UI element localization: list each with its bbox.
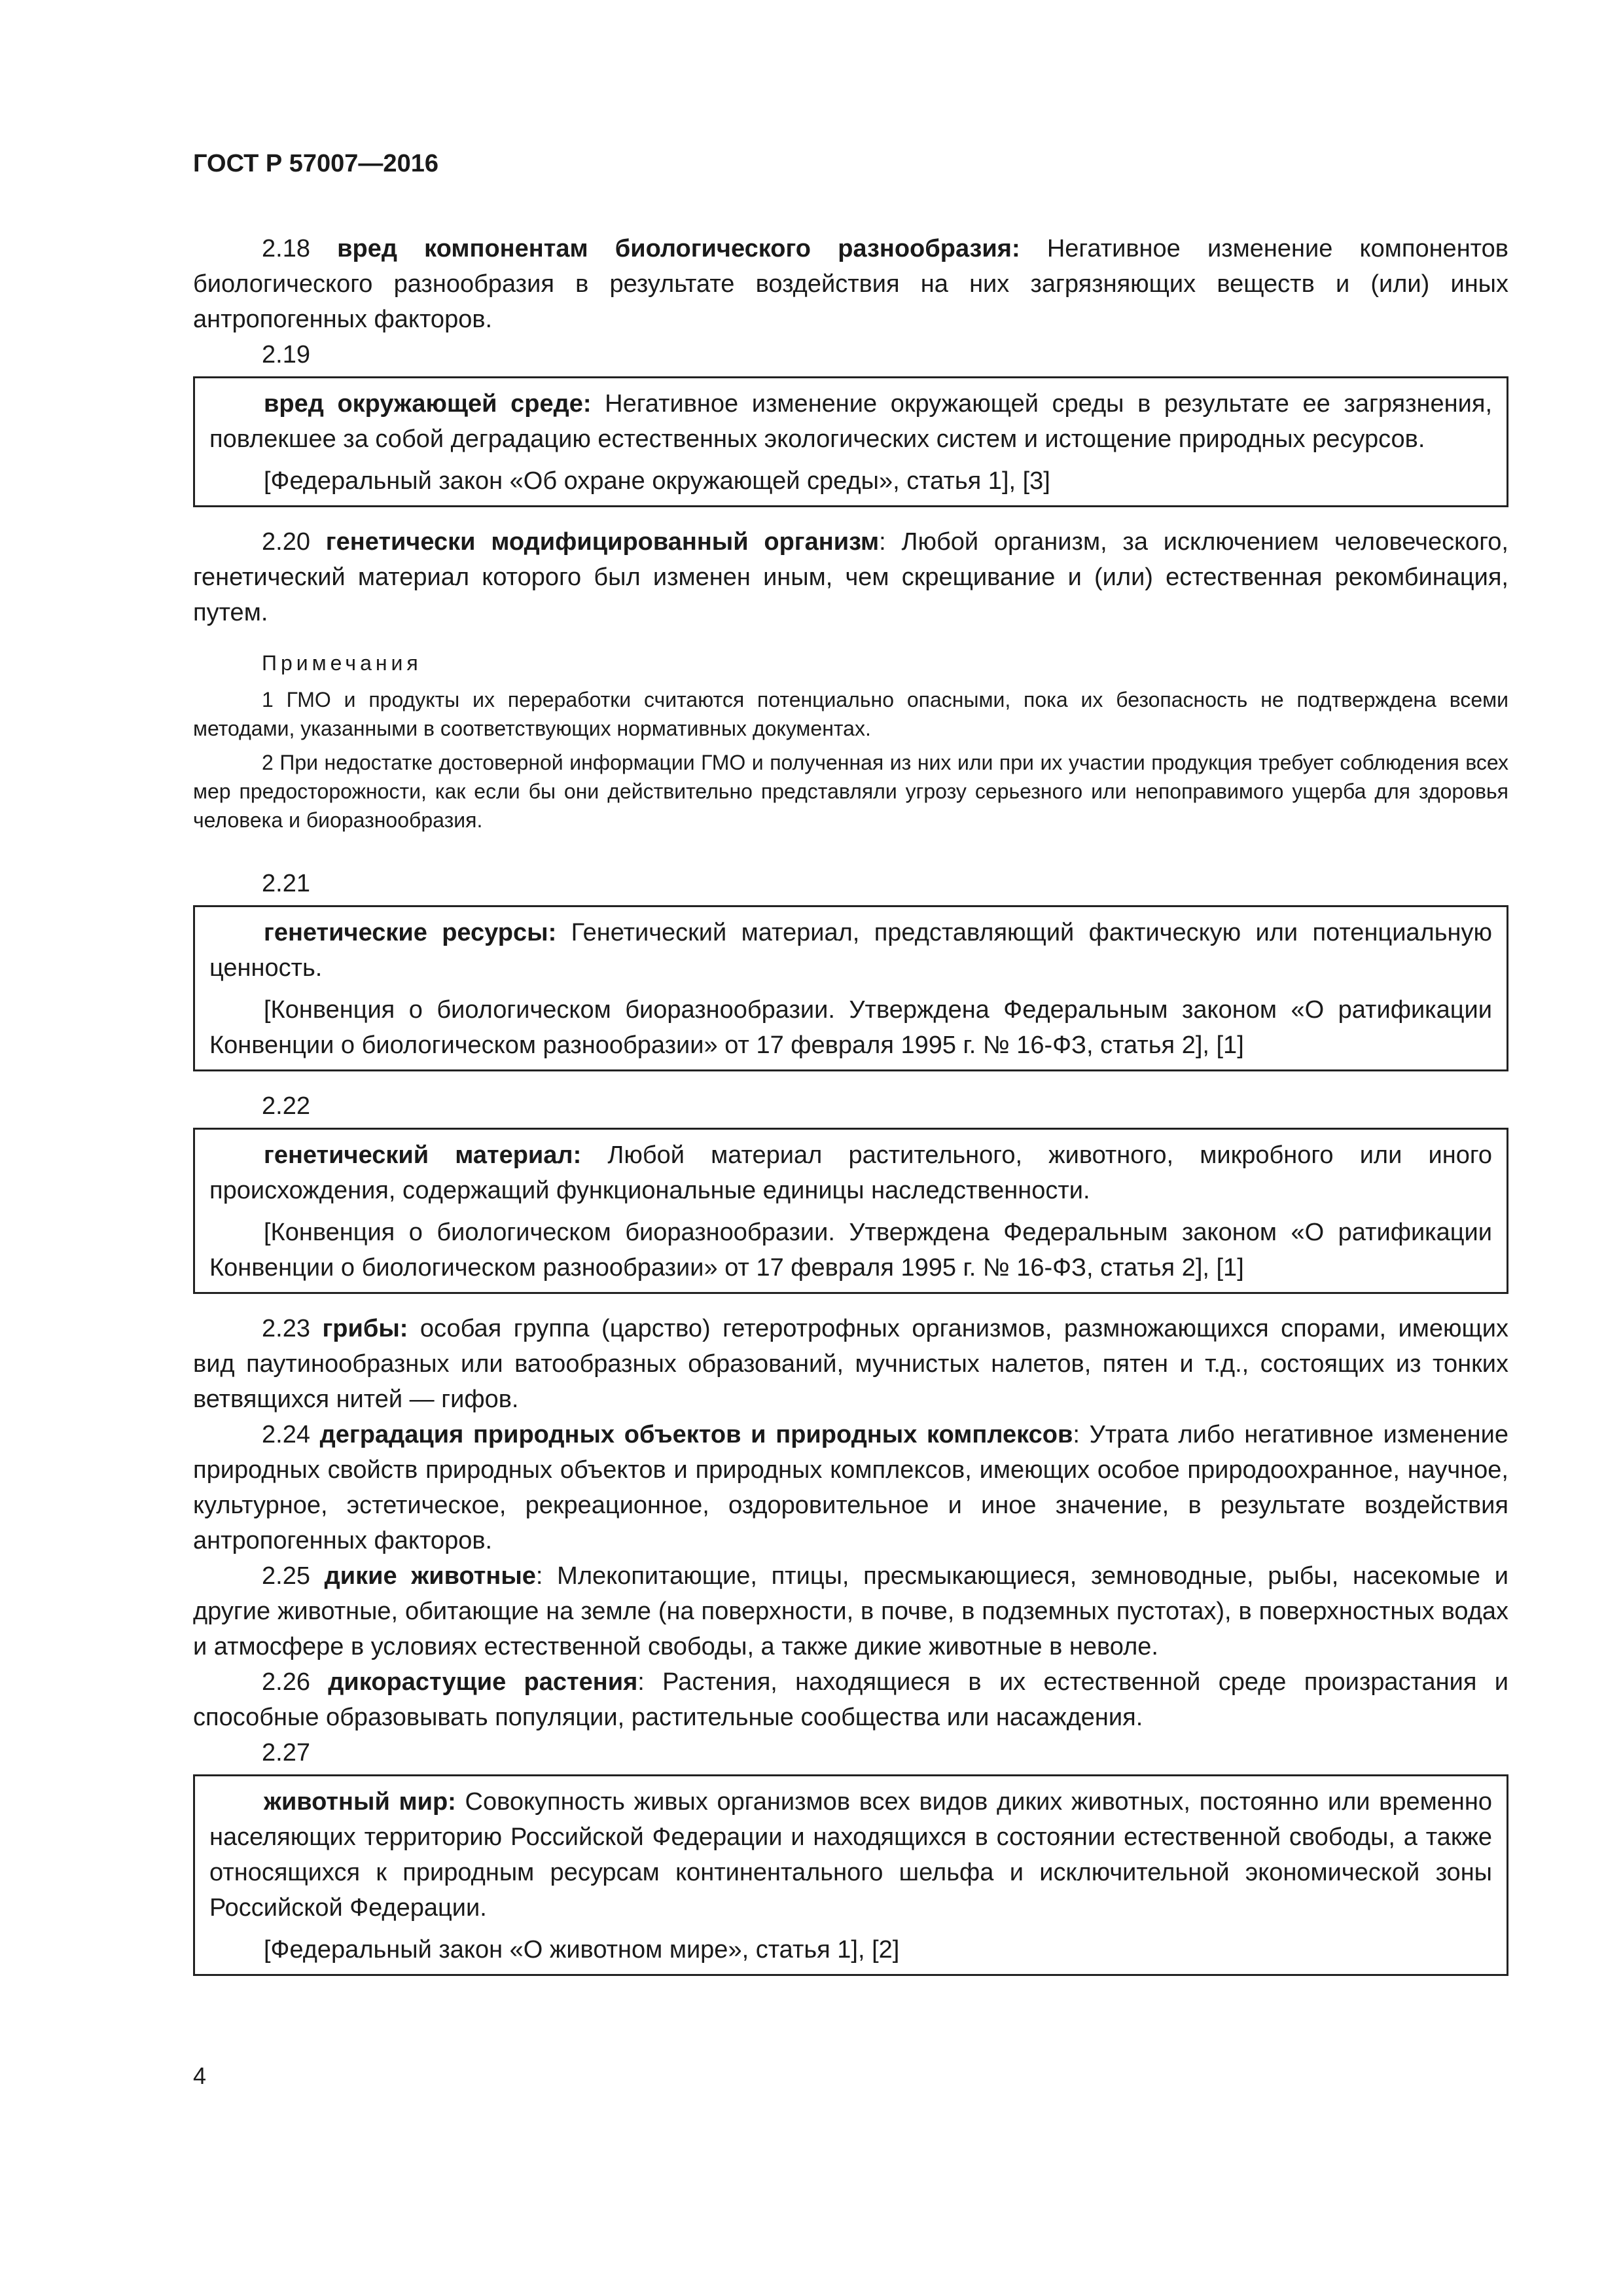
term-title: вред компонентам биологического разнообразия: — [337, 235, 1020, 262]
term-title: дикорастущие растения — [328, 1668, 638, 1696]
document-page — [193, 147, 1508, 1976]
term-title: животный мир: — [264, 1788, 456, 1816]
term-number: 2.23 — [262, 1315, 323, 1342]
term-2-21 — [209, 915, 1492, 986]
term-2-27 — [209, 1784, 1492, 1926]
term-definition: Совокупность живых организмов всех видов диких животных, постоянно или временно населяющих территорию Российской Федерации и находящихся в состоянии естественной свободы, а также относящихся к природным ресурсам континентального шельфа и исключительной экономической зоны Российской Федерации. — [209, 1788, 1492, 1922]
term-box-2-21 — [193, 905, 1508, 1071]
term-title: генетические ресурсы: — [264, 919, 557, 946]
page-number: 4 — [193, 2062, 207, 2089]
term-box-2-22 — [193, 1128, 1508, 1294]
note-1: 1 ГМО и продукты их переработки считаются потенциально опасными, пока их безопасность не подтверждена всеми методами, указанными в соответствующих нормативных документах. — [193, 688, 1508, 740]
term-title: генетический материал: — [264, 1141, 582, 1169]
term-number: 2.25 — [262, 1562, 325, 1590]
notes-heading: Примечания — [262, 651, 422, 675]
term-number-2-27: 2.27 — [262, 1739, 310, 1767]
term-2-19 — [209, 386, 1492, 457]
term-title: дикие животные — [324, 1562, 536, 1590]
term-number-2-22: 2.22 — [262, 1092, 310, 1120]
term-title: генетически модифицированный организм — [325, 528, 880, 556]
term-2-23 — [193, 1311, 1508, 1417]
term-number: 2.20 — [262, 528, 326, 556]
note-2: 2 При недостатке достоверной информации ГМО и полученная из них или при их участии продукция требует соблюдения всех мер предосторожности, как если бы они действительно представляли угрозу серьезного или непоправимого ущерба для здоровья человека и биоразнообразия. — [193, 751, 1508, 832]
term-source: [Конвенция о биологическом биоразнообразии. Утверждена Федеральным законом «О ратификации Конвенции о биологическом разнообразии» от 17 февраля 1995 г. № 16-ФЗ, статья 2], [1] — [209, 996, 1492, 1059]
term-number: 2.18 — [262, 235, 338, 262]
term-definition: : Любой организм, за исключением человеческого, генетический материал которого был изменен иным, чем скрещивание и (или) естественная рекомбинация, путем. — [193, 528, 1508, 626]
term-number: 2.26 — [262, 1668, 329, 1696]
term-definition: Негативное изменение компонентов биологического разнообразия в результате воздействия на них загрязняющих веществ и (или) иных антропогенных факторов. — [193, 235, 1508, 333]
term-title: грибы: — [322, 1315, 408, 1342]
term-number-2-19: 2.19 — [262, 341, 310, 368]
term-2-26 — [193, 1664, 1508, 1735]
term-2-20 — [193, 524, 1508, 630]
term-box-2-19 — [193, 376, 1508, 507]
term-definition: особая группа (царство) гетеротрофных организмов, размножающихся спорами, имеющих вид паутинообразных или ватообразных образований, мучнистых налетов, пятен и т.д., состоящих из тонких ветвящихся нитей — гифов. — [193, 1315, 1508, 1413]
term-source: [Конвенция о биологическом биоразнообразии. Утверждена Федеральным законом «О ратификации Конвенции о биологическом разнообразии» от 17 февраля 1995 г. № 16-ФЗ, статья 2], [1] — [209, 1219, 1492, 1282]
term-box-2-27 — [193, 1774, 1508, 1976]
term-definition: Генетический материал, представляющий фактическую или потенциальную ценность. — [209, 919, 1493, 982]
term-definition: : Утрата либо негативное изменение природных свойств природных объектов и природных комплексов, имеющих особое природоохранное, научное, культурное, эстетическое, рекреационное, оздоровительное и иное значение, в результате воздействия антропогенных факторов. — [193, 1421, 1508, 1554]
term-source: [Федеральный закон «О животном мире», статья 1], [2] — [264, 1936, 900, 1964]
term-definition: Негативное изменение окружающей среды в результате ее загрязнения, повлекшее за собой деградацию естественных экологических систем и истощение природных ресурсов. — [209, 390, 1492, 453]
term-title: вред окружающей среде: — [264, 390, 592, 418]
term-definition: Любой материал растительного, животного, микробного или иного происхождения, содержащий функциональные единицы наследственности. — [209, 1141, 1492, 1204]
term-2-25 — [193, 1558, 1508, 1664]
document-code: ГОСТ Р 57007—2016 — [193, 150, 438, 177]
term-2-18 — [193, 231, 1508, 337]
term-definition: : Млекопитающие, птицы, пресмыкающиеся, земноводные, рыбы, насекомые и другие животные, обитающие на земле (на поверхности, в почве, в подземных пустотах), в поверхностных водах и атмосфере в условиях естественной свободы, а также дикие животные в неволе. — [193, 1562, 1508, 1660]
term-definition: : Растения, находящиеся в их естественной среде произрастания и способные образовывать популяции, растительные сообщества или насаждения. — [193, 1668, 1508, 1731]
term-2-22 — [209, 1138, 1492, 1208]
term-title: деградация природных объектов и природных комплексов — [319, 1421, 1073, 1448]
term-source: [Федеральный закон «Об охране окружающей среды», статья 1], [3] — [264, 467, 1050, 495]
term-number: 2.24 — [262, 1421, 320, 1448]
term-2-24 — [193, 1417, 1508, 1558]
term-number-2-21: 2.21 — [262, 870, 310, 897]
